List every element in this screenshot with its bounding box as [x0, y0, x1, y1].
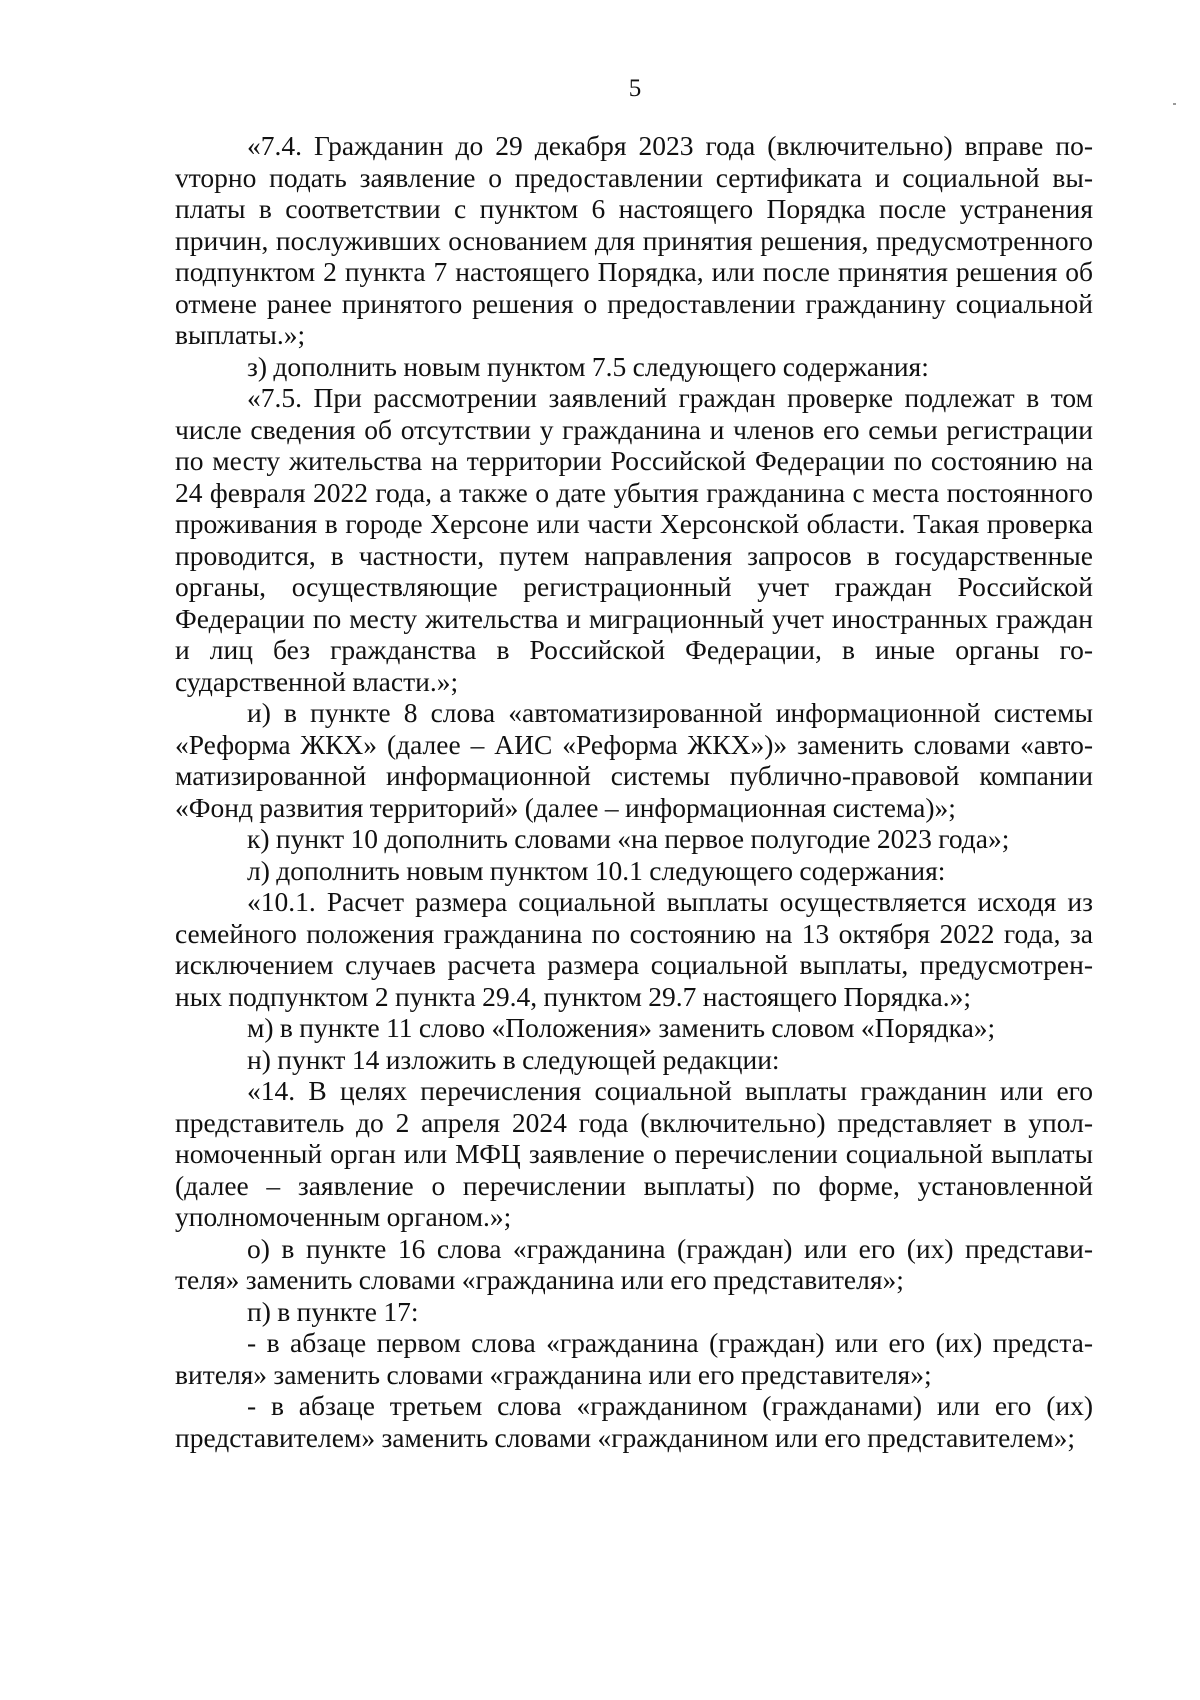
document-body [175, 130, 1093, 1453]
paragraph-i: и) в пункте 8 слова «автоматизированной информационной системы «Реформа ЖКХ» (далее – АИС «Реформа ЖКХ»)» заменить словами «автоматизированной информационной системы публично-правовой компании «Фонд развития территорий» (далее – информационная система)»; [175, 697, 1093, 823]
page-number: 5 [628, 75, 642, 102]
paragraph-m: м) в пункте 11 слово «Положения» заменить словом «Порядка»; [247, 1012, 996, 1043]
paragraph-n: н) пункт 14 изложить в следующей редакции: [247, 1043, 780, 1075]
paragraph-14: «14. В целях перечисления социальной выплаты гражданин или его представитель до 2 апреля 2024 года (включительно) представляет в уполномоченный орган или МФЦ заявление о перечислении социальной выплаты (далее – заявление о перечислении выплаты) по форме, установленной уполномоченным органом.»; [175, 1075, 1093, 1232]
paragraph-l: л) дополнить новым пунктом 10.1 следующего содержания: [247, 854, 946, 886]
paragraph-p: п) в пункте 17: [247, 1295, 419, 1327]
paragraph-7-4: «7.4. Гражданин до 29 декабря 2023 года (включительно) вправе поvторно подать заявление о предоставлении сертификата и социальной выплаты в соответствии с пунктом 6 настоящего Порядка после устранения причин, послуживших основанием для принятия решения, предусмотренного подпунктом 2 пункта 7 настоящего Порядка, или после принятия решения об отмене ранее принятого решения о предоставлении гражданину социальной выплаты.»; [175, 130, 1093, 350]
paragraph-p-bullet-1: - в абзаце первом слова «гражданина (граждан) или его (их) представителя» заменить словами «гражданина или его представителя»; [175, 1327, 1093, 1390]
paragraph-o: о) в пункте 16 слова «гражданина (граждан) или его (их) представителя» заменить словами «гражданина или его представителя»; [175, 1232, 1093, 1295]
scan-speck [1173, 103, 1176, 105]
paragraph-7-5: «7.5. При рассмотрении заявлений граждан проверке подлежат в том числе сведения об отсутствии у гражданина и членов его семьи регистрации по месту жительства на территории Российской Федерации по состоянию на 24 февраля 2022 года, а также о дате убытия гражданина с места постоянного проживания в городе Херсоне или части Херсонской области. Такая проверка проводится, в частности, путем направления запросов в государственные органы, осуществляющие регистрационный учет граждан Российской Федерации по месту жительства и миграционный учет иностранных граждан и лиц без гражданства в Российской Федерации, в иные органы государственной власти.»; [175, 382, 1093, 697]
paragraph-10-1: «10.1. Расчет размера социальной выплаты осуществляется исходя из семейного положения гражданина по состоянию на 13 октября 2022 года, за исключением случаев расчета размера социальной выплаты, предусмотренных подпунктом 2 пункта 29.4, пунктом 29.7 настоящего Порядка.»; [175, 886, 1093, 1012]
paragraph-z: з) дополнить новым пунктом 7.5 следующего содержания: [247, 350, 929, 382]
paragraph-k: к) пункт 10 дополнить словами «на первое полугодие 2023 года»; [247, 823, 1010, 854]
paragraph-p-bullet-3: - в абзаце третьем слова «гражданином (гражданами) или его (их) представителем» заменить словами «гражданином или его представителем»; [175, 1390, 1093, 1453]
